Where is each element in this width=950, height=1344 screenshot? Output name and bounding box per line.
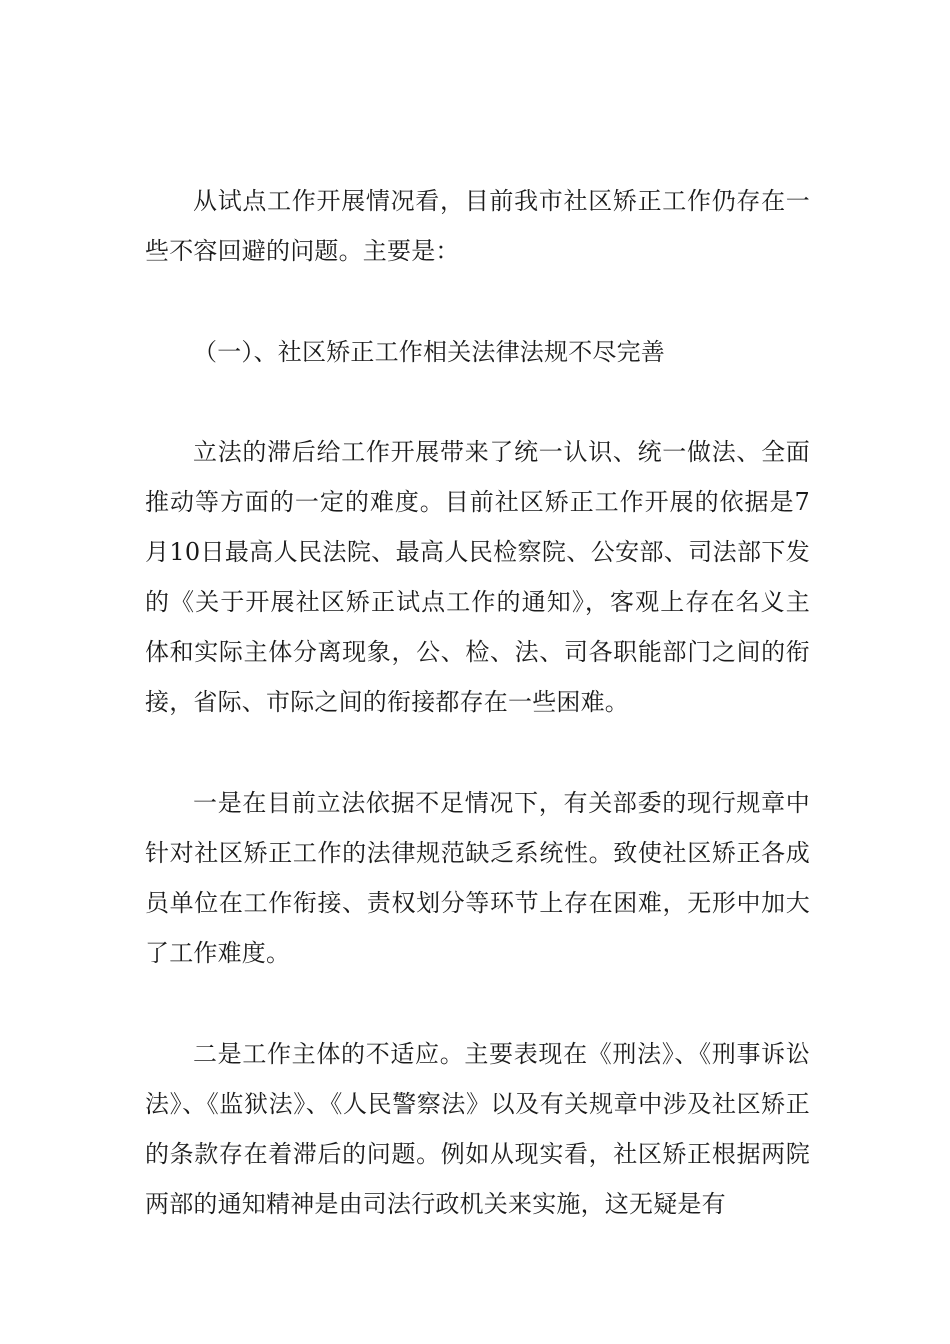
paragraph-intro: 从试点工作开展情况看，目前我市社区矫正工作仍存在一些不容回避的问题。主要是： (145, 187, 810, 265)
section-heading-1: （一）、社区矫正工作相关法律法规不尽完善 (193, 338, 665, 366)
paragraph-legislation: 立法的滞后给工作开展带来了统一认识、统一做法、全面推动等方面的一定的难度。目前社区矫正工作开展的依据是7月10日最高人民法院、最高人民检察院、公安部、司法部下发的《关于开展社区矫正试点工作的通知》，客观上存在名义主体和实际主体分离现象，公、检、法、司各职能部门之间的衔接，省际、市际之间的衔接都存在一些困难。 (145, 438, 810, 716)
paragraph-point-two: 二是工作主体的不适应。主要表现在《刑法》、《刑事诉讼法》、《监狱法》、《人民警察法》以及有关规章中涉及社区矫正的条款存在着滞后的问题。例如从现实看，社区矫正根据两院两部的通知精神是由司法行政机关来实施，这无疑是有 (145, 1040, 810, 1218)
paragraph-point-one: 一是在目前立法依据不足情况下，有关部委的现行规章中针对社区矫正工作的法律规范缺乏系统性。致使社区矫正各成员单位在工作衔接、责权划分等环节上存在困难，无形中加大了工作难度。 (145, 789, 810, 967)
